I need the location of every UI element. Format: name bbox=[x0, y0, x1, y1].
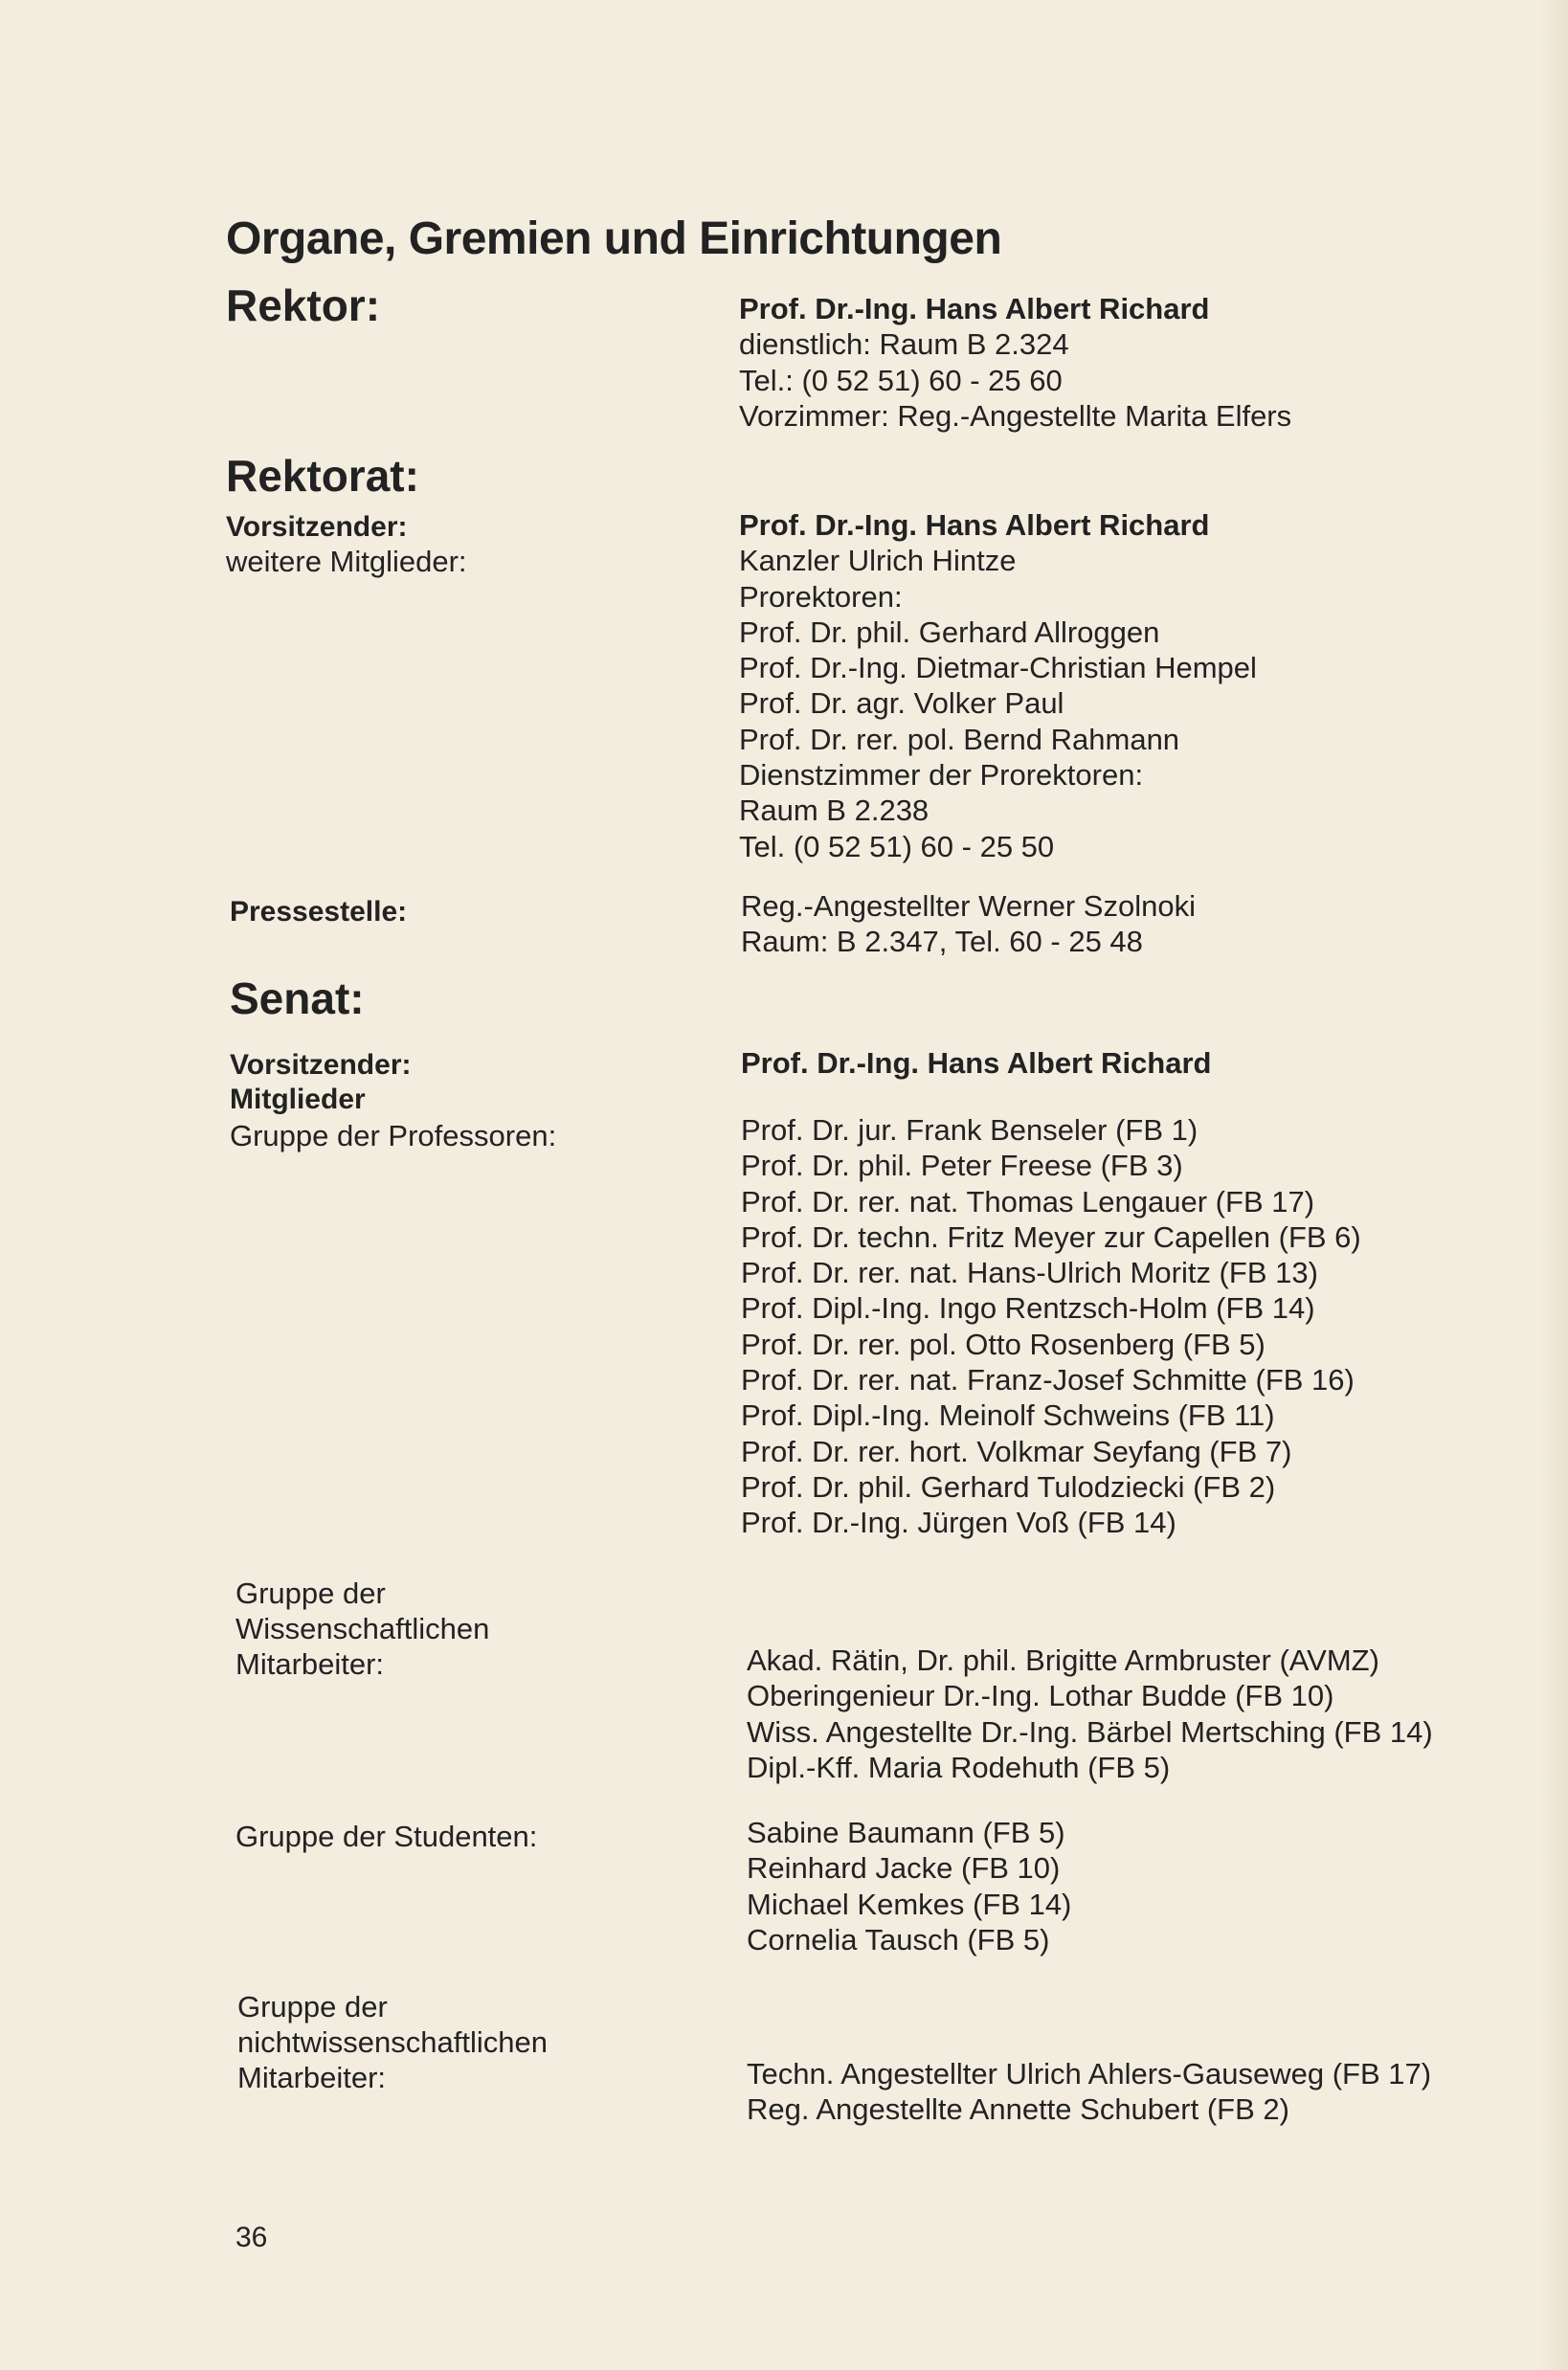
rektor-details bbox=[739, 291, 1291, 434]
senat-member: Dipl.-Kff. Maria Rodehuth (FB 5) bbox=[747, 1750, 1171, 1784]
pressestelle-line: Reg.-Angestellter Werner Szolnoki bbox=[741, 889, 1196, 923]
group-label-wissenschaftliche bbox=[235, 1576, 489, 1682]
pressestelle-label: Pressestelle: bbox=[230, 896, 408, 928]
page-edge-shadow bbox=[1539, 0, 1568, 2370]
rektorat-line: Prof. Dr. phil. Gerhard Allroggen bbox=[739, 615, 1160, 649]
rektorat-line: Tel. (0 52 51) 60 - 25 50 bbox=[739, 829, 1055, 863]
rektorat-chair-label: Vorsitzender: bbox=[226, 511, 408, 543]
group-label-nichtwissenschaftliche bbox=[237, 1989, 548, 2095]
senat-member: Prof. Dr. jur. Frank Benseler (FB 1) bbox=[741, 1113, 1198, 1147]
senat-member: Prof. Dr. rer. pol. Otto Rosenberg (FB 5) bbox=[741, 1327, 1266, 1361]
rektor-name: Prof. Dr.-Ing. Hans Albert Richard bbox=[739, 292, 1210, 325]
rektor-line: Tel.: (0 52 51) 60 - 25 60 bbox=[739, 363, 1063, 397]
group-label-line: Wissenschaftlichen bbox=[235, 1612, 490, 1645]
section-heading-senat: Senat: bbox=[230, 973, 365, 1023]
group-members-studenten bbox=[747, 1815, 1071, 1957]
rektor-line: Vorzimmer: Reg.-Angestellte Marita Elfers bbox=[739, 398, 1292, 433]
senat-member: Akad. Rätin, Dr. phil. Brigitte Armbruster (AVMZ) bbox=[747, 1643, 1379, 1677]
pressestelle-details bbox=[741, 888, 1196, 960]
group-members-wissenschaftliche bbox=[747, 1643, 1433, 1785]
senat-member: Reinhard Jacke (FB 10) bbox=[747, 1851, 1061, 1886]
page-number: 36 bbox=[235, 2222, 268, 2253]
senat-member: Prof. Dipl.-Ing. Meinolf Schweins (FB 11) bbox=[741, 1398, 1275, 1433]
pressestelle-line: Raum: B 2.347, Tel. 60 - 25 48 bbox=[741, 925, 1143, 959]
senat-chair-label: Vorsitzender: bbox=[230, 1049, 412, 1081]
group-label-professoren: Gruppe der Professoren: bbox=[230, 1119, 557, 1152]
senat-member: Oberingenieur Dr.-Ing. Lothar Budde (FB 10) bbox=[747, 1679, 1334, 1713]
section-heading-rektorat: Rektorat: bbox=[226, 451, 419, 501]
rektor-line: dienstlich: Raum B 2.324 bbox=[739, 327, 1069, 362]
senat-member: Prof. Dr. rer. hort. Volkmar Seyfang (FB 7) bbox=[741, 1434, 1292, 1468]
rektorat-line: Kanzler Ulrich Hintze bbox=[739, 544, 1017, 578]
senat-chair-name: Prof. Dr.-Ing. Hans Albert Richard bbox=[741, 1046, 1212, 1080]
group-label-line: Mitarbeiter: bbox=[237, 2061, 387, 2094]
group-members-nichtwissenschaftliche bbox=[747, 2056, 1431, 2128]
group-label-line: Mitarbeiter: bbox=[235, 1647, 385, 1681]
rektorat-line: Prof. Dr. rer. pol. Bernd Rahmann bbox=[739, 722, 1180, 756]
senat-member: Reg. Angestellte Annette Schubert (FB 2) bbox=[747, 2092, 1289, 2127]
senat-member: Prof. Dr. phil. Peter Freese (FB 3) bbox=[741, 1149, 1183, 1183]
rektorat-line: Dienstzimmer der Prorektoren: bbox=[739, 758, 1144, 793]
senat-members-label: Mitglieder bbox=[230, 1084, 366, 1115]
section-heading-rektor: Rektor: bbox=[226, 280, 381, 330]
rektorat-line: Prorektoren: bbox=[739, 579, 903, 614]
rektorat-line: Prof. Dr. agr. Volker Paul bbox=[739, 686, 1064, 721]
rektorat-line: Raum B 2.238 bbox=[739, 794, 930, 828]
senat-member: Prof. Dr. techn. Fritz Meyer zur Capellen (FB 6) bbox=[741, 1219, 1361, 1254]
senat-member: Techn. Angestellter Ulrich Ahlers-Gauseweg (FB 17) bbox=[747, 2057, 1432, 2091]
senat-member: Sabine Baumann (FB 5) bbox=[747, 1816, 1065, 1849]
rektorat-chair-name: Prof. Dr.-Ing. Hans Albert Richard bbox=[739, 508, 1210, 542]
group-label-line: Gruppe der bbox=[235, 1576, 386, 1610]
senat-member: Prof. Dipl.-Ing. Ingo Rentzsch-Holm (FB 14) bbox=[741, 1291, 1315, 1326]
senat-member: Prof. Dr. phil. Gerhard Tulodziecki (FB 2) bbox=[741, 1469, 1276, 1504]
senat-member: Prof. Dr. rer. nat. Thomas Lengauer (FB 17) bbox=[741, 1184, 1315, 1219]
rektorat-line: Prof. Dr.-Ing. Dietmar-Christian Hempel bbox=[739, 651, 1257, 685]
group-label-line: nichtwissenschaftlichen bbox=[237, 2025, 548, 2059]
senat-member: Prof. Dr. rer. nat. Franz-Josef Schmitte (FB 16) bbox=[741, 1363, 1355, 1397]
senat-member: Michael Kemkes (FB 14) bbox=[747, 1887, 1072, 1921]
group-label-line: Gruppe der bbox=[237, 1990, 388, 2023]
senat-member: Prof. Dr. rer. nat. Hans-Ulrich Moritz (FB 13) bbox=[741, 1256, 1318, 1290]
senat-member: Cornelia Tausch (FB 5) bbox=[747, 1922, 1050, 1956]
senat-member: Prof. Dr.-Ing. Jürgen Voß (FB 14) bbox=[741, 1506, 1176, 1540]
group-members-professoren bbox=[741, 1112, 1361, 1541]
rektorat-members-label: weitere Mitglieder: bbox=[226, 545, 467, 578]
rektorat-details bbox=[739, 507, 1257, 864]
senat-member: Wiss. Angestellte Dr.-Ing. Bärbel Mertsching (FB 14) bbox=[747, 1714, 1433, 1749]
page-title: Organe, Gremien und Einrichtungen bbox=[226, 213, 1002, 264]
group-label-studenten: Gruppe der Studenten: bbox=[235, 1820, 538, 1853]
